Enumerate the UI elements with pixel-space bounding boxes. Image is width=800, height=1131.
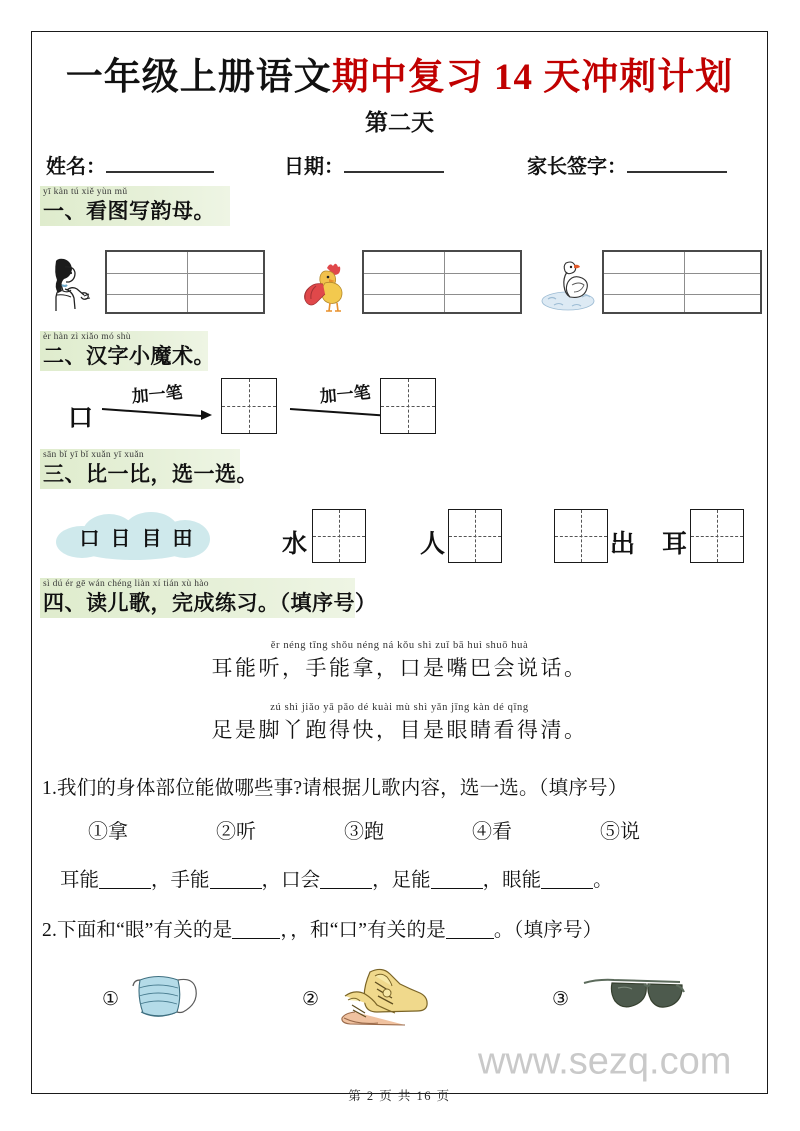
picture-option-1[interactable] bbox=[102, 960, 262, 1032]
question-1-text: 1.我们的身体部位能做哪些事?请根据儿歌内容，选一选。（填序号） bbox=[42, 778, 628, 799]
face-mask-picture bbox=[128, 966, 204, 1028]
parent-signature-field[interactable] bbox=[527, 150, 727, 179]
section-1-title: 一、看图写韵母。 bbox=[43, 199, 215, 223]
section-2-pinyin: èr hàn zì xiǎo mó shù bbox=[43, 332, 131, 342]
watermark: www.sezq.com bbox=[478, 1040, 732, 1083]
girl-picture bbox=[44, 253, 96, 315]
fill-prefix-4: 足能 bbox=[391, 870, 431, 891]
question-1-fill-line bbox=[60, 864, 613, 892]
page-footer: 第 2 页 共 16 页 bbox=[348, 1089, 451, 1103]
section-2-title: 二、汉字小魔术。 bbox=[43, 344, 215, 368]
rhyme-line-2-text: 足是脚丫跑得快，目是眼睛看得清。 bbox=[211, 718, 588, 742]
cloud-char-4: 田 bbox=[172, 527, 193, 550]
name-label: 姓名： bbox=[46, 156, 106, 178]
date-blank[interactable] bbox=[344, 171, 444, 173]
question-2-part-3: 。（填序号） bbox=[493, 920, 603, 941]
cloud-char-2: 日 bbox=[110, 527, 131, 550]
pinyin-grid-3[interactable] bbox=[602, 250, 762, 314]
fill-blank-2[interactable] bbox=[210, 888, 262, 889]
rhyme-line-1-text: 耳能听，手能拿，口是嘴巴会说话。 bbox=[211, 656, 588, 680]
fill-blank-4[interactable] bbox=[431, 888, 483, 889]
section-1-header bbox=[40, 186, 230, 226]
compare-char-4: 耳 bbox=[662, 531, 688, 558]
picture-option-1-number: ① bbox=[102, 989, 120, 1010]
add-stroke-label-2: 加一笔 bbox=[318, 382, 372, 407]
rhyme-line-2 bbox=[31, 702, 768, 744]
compare-grid-3[interactable] bbox=[554, 509, 608, 563]
page-subtitle: 第二天 bbox=[365, 110, 434, 135]
fill-comma-1: ， bbox=[151, 870, 171, 891]
rhyme-line-2-pinyin: zú shì jiǎo yā pǎo dé kuài mù shì yǎn jīng kàn dé qīng bbox=[270, 702, 529, 713]
compare-grid-4[interactable] bbox=[690, 509, 744, 563]
sunglasses-picture bbox=[582, 972, 686, 1020]
section-3-header bbox=[40, 449, 258, 489]
option-3[interactable]: ③跑 bbox=[344, 821, 384, 843]
compare-grid-1[interactable] bbox=[312, 509, 366, 563]
pinyin-grid-1[interactable] bbox=[105, 250, 265, 314]
option-1[interactable]: ①拿 bbox=[88, 821, 128, 843]
picture-option-2-number: ② bbox=[302, 989, 320, 1010]
section-3-title: 三、比一比，选一选。 bbox=[43, 462, 258, 486]
section-1-pinyin: yī kàn tú xiě yùn mǔ bbox=[43, 187, 128, 197]
section-4-pinyin: sì dú ér gē wán chéng liàn xí tián xù hào bbox=[43, 579, 209, 589]
title-black-part: 一年级上册语文 bbox=[65, 57, 332, 98]
add-stroke-arrow-1 bbox=[102, 382, 212, 416]
question-2-part-1: 2.下面和“眼”有关的是 bbox=[42, 920, 233, 941]
option-2[interactable]: ②听 bbox=[216, 821, 256, 843]
section-4-title: 四、读儿歌，完成练习。（填序号） bbox=[43, 591, 377, 615]
fill-comma-2: ， bbox=[261, 870, 282, 891]
fill-period: 。 bbox=[593, 870, 613, 891]
fill-blank-5[interactable] bbox=[541, 888, 593, 889]
magic-grid-1[interactable] bbox=[221, 378, 277, 434]
parent-signature-blank[interactable] bbox=[627, 171, 727, 173]
fill-blank-1[interactable] bbox=[99, 888, 151, 889]
goose-picture bbox=[538, 255, 598, 315]
compare-grid-2[interactable] bbox=[448, 509, 502, 563]
add-stroke-label-1: 加一笔 bbox=[130, 382, 184, 407]
question-2-text bbox=[42, 914, 602, 942]
pinyin-grid-2[interactable] bbox=[362, 250, 522, 314]
compare-char-3: 出 bbox=[610, 531, 636, 558]
sneakers-picture bbox=[332, 962, 432, 1028]
compare-char-1: 水 bbox=[282, 531, 308, 558]
name-field[interactable] bbox=[46, 150, 214, 179]
magic-start-char: 口 bbox=[68, 405, 94, 432]
compare-char-2: 人 bbox=[420, 531, 446, 558]
rooster-picture bbox=[297, 258, 353, 314]
fill-comma-3: ， bbox=[372, 870, 392, 891]
fill-prefix-3: 口会 bbox=[281, 870, 321, 891]
section-3-pinyin: sān bǐ yī bǐ xuǎn yī xuǎn bbox=[43, 450, 144, 460]
rhyme-line-1-pinyin: ěr néng tīng shǒu néng ná kǒu shì zuǐ bā huì shuō huà bbox=[270, 640, 529, 651]
rhyme-line-1 bbox=[31, 640, 768, 682]
fill-prefix-5: 眼能 bbox=[502, 870, 542, 891]
cloud-char-1: 口 bbox=[79, 527, 100, 550]
option-5[interactable]: ⑤说 bbox=[600, 821, 640, 843]
character-cloud bbox=[56, 512, 216, 560]
picture-option-2[interactable] bbox=[302, 960, 502, 1032]
fill-comma-4: ， bbox=[482, 870, 503, 891]
page-title bbox=[31, 46, 768, 100]
question-2-picture-options bbox=[46, 960, 756, 1032]
picture-option-3-number: ③ bbox=[552, 989, 570, 1010]
question-2-comma: ， bbox=[280, 920, 291, 941]
section-2-header bbox=[40, 331, 215, 371]
fill-blank-3[interactable] bbox=[320, 888, 372, 889]
cloud-char-3: 目 bbox=[141, 527, 162, 550]
option-4[interactable]: ④看 bbox=[472, 821, 512, 843]
question-2-blank-2[interactable] bbox=[446, 938, 494, 939]
header-fields-row bbox=[46, 150, 756, 180]
magic-grid-2[interactable] bbox=[380, 378, 436, 434]
fill-prefix-2: 手能 bbox=[170, 870, 210, 891]
section-4-header bbox=[40, 578, 377, 618]
picture-option-3[interactable] bbox=[552, 960, 752, 1032]
parent-signature-label: 家长签字： bbox=[527, 156, 627, 178]
title-red-part: 期中复习 14 天冲刺计划 bbox=[331, 57, 734, 98]
question-2-part-2: ，和“口”有关的是 bbox=[290, 920, 446, 941]
cloud-characters bbox=[56, 512, 216, 560]
fill-prefix-1: 耳能 bbox=[60, 870, 100, 891]
question-1-options bbox=[88, 815, 640, 844]
question-2-blank-1[interactable] bbox=[232, 938, 280, 939]
date-label: 日期： bbox=[284, 156, 344, 178]
name-blank[interactable] bbox=[106, 171, 214, 173]
date-field[interactable] bbox=[284, 150, 444, 179]
